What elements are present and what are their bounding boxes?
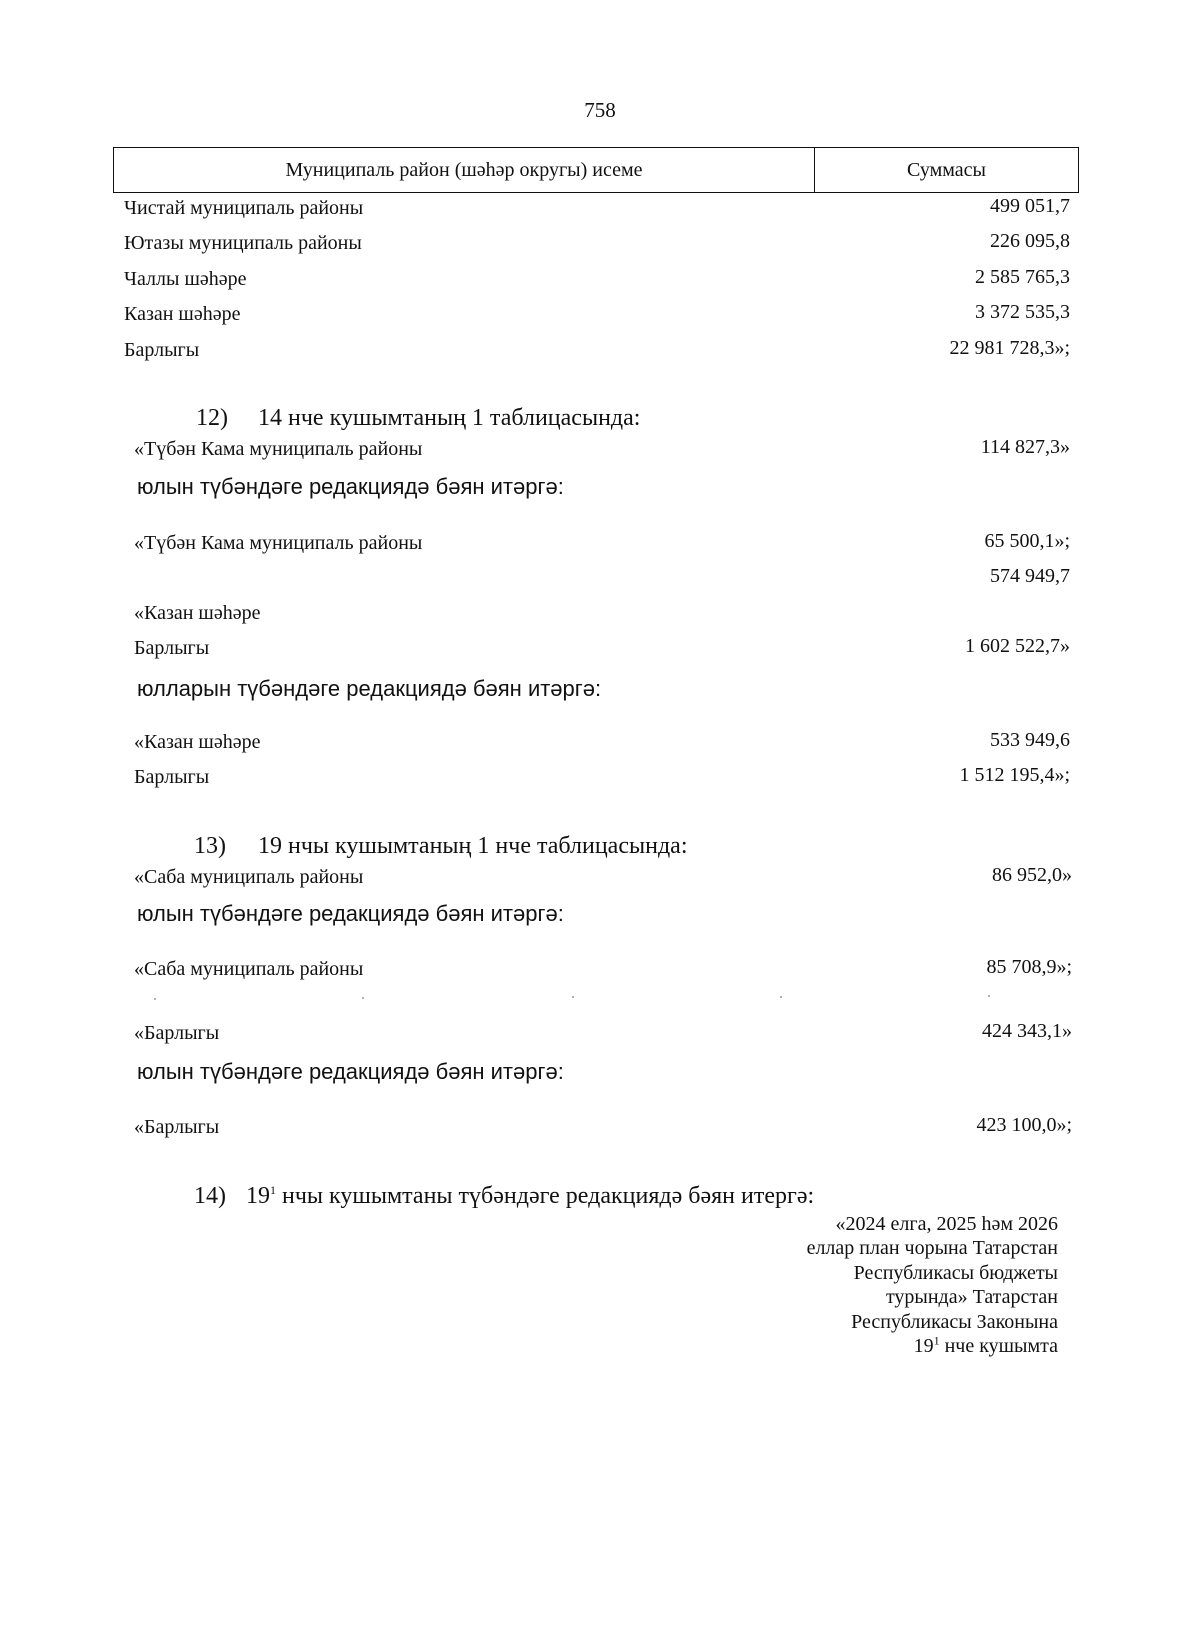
page-number: 758 [584,98,616,122]
section-12-number: 12) [196,405,228,431]
annex-line: Республикасы бюджеты [853,1262,1058,1284]
old-row-value: 114 827,3» [980,436,1070,458]
row-name: Чаллы шәһәре [124,268,247,290]
row-name: Ютазы муниципаль районы [124,232,362,254]
row-value: 2 585 765,3 [975,266,1070,288]
section-13-title: 19 нчы кушымтаның 1 нче таблицасында: [258,833,688,859]
annex-line: $19^1$ нче кушымта [913,1333,1058,1357]
old-row-name: «Казан шәһәре [134,602,261,624]
new-row-name: «Казан шәһәре [134,731,261,753]
scan-speck [988,995,990,997]
old-row-name: «Барлыгы [134,1022,220,1044]
old-row-value: 86 952,0» [992,864,1072,886]
new-row-name: «Саба муниципаль районы [134,958,364,980]
new-row-value: 65 500,1»; [984,530,1070,552]
section-13-number: 13) [194,833,226,859]
header-district-name: Муниципаль район (шәһәр округы) исеме [114,148,815,192]
annex-line: турында» Татарстан [885,1286,1058,1308]
old-row-name: «Түбән Кама муниципаль районы [134,438,423,460]
instruction-text: юлын түбәндәге редакциядә бәян итәргә: [137,1059,564,1084]
annex-line: Республикасы Законына [851,1311,1058,1333]
row-value: 22 981 728,3»; [949,337,1070,359]
row-value: 3 372 535,3 [975,301,1070,323]
old-row-value: 1 602 522,7» [965,635,1070,657]
new-row-value: 85 708,9»; [986,956,1072,978]
instruction-text: юлын түбәндәге редакциядә бәян итәргә: [137,474,564,499]
row-value: 499 051,7 [990,195,1070,217]
new-row-value: 423 100,0»; [976,1114,1072,1136]
scan-speck [572,996,574,998]
section-14-number: 14) [194,1183,226,1209]
section-12-title: 14 нче кушымтаның 1 таблицасында: [258,405,641,431]
header-amount: Суммасы [907,158,986,181]
instruction-text: юлларын түбәндәге редакциядә бәян итәргә: [137,676,602,701]
row-value: 226 095,8 [990,230,1070,252]
scan-speck [154,998,156,1000]
annex-line: еллар план чорына Татарстан [806,1237,1058,1259]
scan-speck [362,997,364,999]
row-name: Барлыгы [124,339,200,361]
old-row-name: Барлыгы [134,637,210,659]
new-row-name: «Түбән Кама муниципаль районы [134,532,423,554]
row-name: Казан шәһәре [124,303,241,325]
annex-line: «2024 елга, 2025 һәм 2026 [835,1213,1058,1235]
old-row-value: 574 949,7 [990,565,1070,587]
old-row-value: 424 343,1» [982,1020,1072,1042]
new-row-value: 1 512 195,4»; [959,764,1070,786]
new-row-name: Барлыгы [134,766,210,788]
section-14-title: $19^1$ нчы кушымтаны түбәндәге редакциядә бәян итергә: [246,1183,815,1209]
table-header [113,147,1079,193]
new-row-name: «Барлыгы [134,1116,220,1138]
new-row-value: 533 949,6 [990,729,1070,751]
row-name: Чистай муниципаль районы [124,197,364,219]
old-row-name: «Саба муниципаль районы [134,866,364,888]
scan-speck [780,996,782,998]
instruction-text: юлын түбәндәге редакциядә бәян итәргә: [137,901,564,926]
